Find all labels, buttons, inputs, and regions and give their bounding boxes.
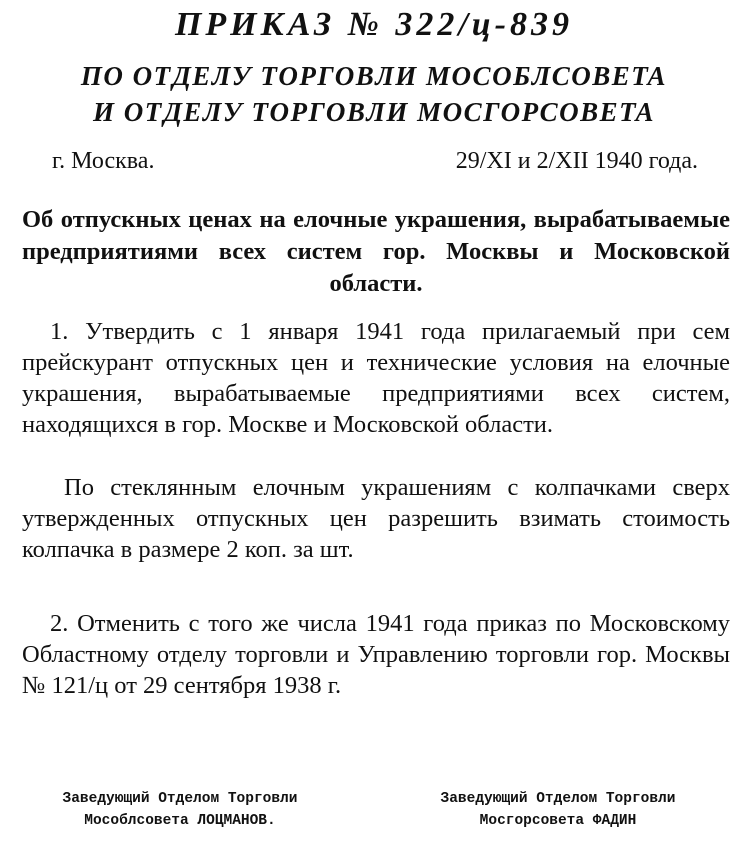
department-line-2: И ОТДЕЛУ ТОРГОВЛИ МОСГОРСОВЕТА xyxy=(93,97,655,127)
date-text: 29/XI и 2/XII 1940 года. xyxy=(455,148,698,174)
signature-left-title: Заведующий Отделом Торговли xyxy=(62,791,298,807)
signature-left-name: Мособлсовета ЛОЦМАНОВ. xyxy=(84,813,276,829)
signature-right xyxy=(378,788,738,832)
paragraph-2: 2. Отменить с того же числа 1941 года приказ по Московскому Областному отделу торговли и Управлению торговли гор. Москвы № 121/ц от 29 сентября 1938 г. xyxy=(22,610,730,699)
paragraph-1: 1. Утвердить с 1 января 1941 года прилагаемый при сем прейскурант отпускных цен и технические условия на елочные украшения, вырабатываемые предприятиями всех систем, находящихся в гор. Москве и Московской области. xyxy=(22,318,730,438)
place-text: г. Москва. xyxy=(52,148,155,174)
order-title: ПРИКАЗ № 322/ц-839 xyxy=(174,6,574,43)
paragraph-1-addendum: По стеклянным елочным украшениям с колпачками сверх утвержденных отпускных цен разрешить взимать стоимость колпачка в размере 2 коп. за шт. xyxy=(22,474,730,563)
department-line-1: ПО ОТДЕЛУ ТОРГОВЛИ МОСОБЛСОВЕТА xyxy=(80,61,668,91)
signature-right-title: Заведующий Отделом Торговли xyxy=(440,791,676,807)
signature-right-name: Мосгорсовета ФАДИН xyxy=(479,813,637,829)
order-heading: Об отпускных ценах на елочные украшения, вырабатываемые предприятиями всех систем гор. Москвы и Московской области. xyxy=(22,206,730,297)
signature-left xyxy=(0,788,360,832)
